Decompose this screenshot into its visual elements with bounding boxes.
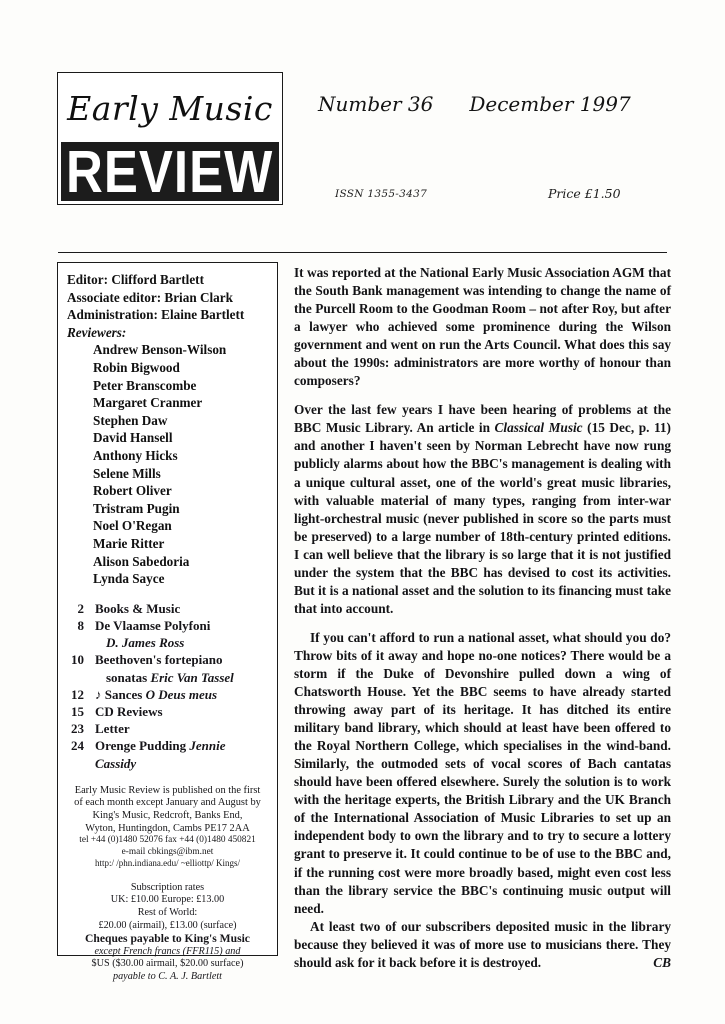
list-item: Noel O'Regan xyxy=(93,518,172,534)
paragraph-4-text: At least two of our subscribers deposited music in the library because they believed it was of more use to musicians there. They should ask for it back before it is destroyed. xyxy=(294,918,671,970)
list-item: Tristram Pugin xyxy=(93,500,180,516)
toc-title-work: O Deus meus xyxy=(145,686,218,702)
table-of-contents xyxy=(67,600,268,772)
imprint-line-4: Wyton, Huntingdon, Cambs PE17 2AA xyxy=(85,822,250,834)
toc-entry-beethoven-fortepiano-sonatas[interactable] xyxy=(67,651,268,668)
toc-title-text: Orenge Pudding xyxy=(95,738,190,754)
toc-author-name: Jennie Cassidy xyxy=(95,738,226,771)
list-item: Stephen Daw xyxy=(93,412,168,428)
toc-page-number: 12 xyxy=(71,686,84,702)
list-item: Margaret Cranmer xyxy=(93,395,203,411)
cheques-payable-note: Cheques payable to King's Music xyxy=(85,931,250,945)
issue-number: Number 36 xyxy=(318,92,434,116)
staff-administration: Administration: Elaine Bartlett xyxy=(67,307,245,323)
paragraph-2-part-b: (15 Dec, p. 11) and another I haven't seen by Norman Lebrecht have now rung publicly alarms about how the BBC's management is dealing with a unique cultural asset, one of the world's great music libraries, with valuable material of many types, ranging from inter-war light-orchestral music (never published in score so the parts must be preserved) to a large number of 18th-century printed editions. I can well believe that the library is so large that it is not justified under the system that the BBC has devised to cost its activities. But it is a national asset and the solution to its financing must take that into account. xyxy=(294,420,671,616)
reviewers-list xyxy=(67,341,268,587)
issn: ISSN 1355-3437 xyxy=(335,188,428,200)
list-item: Anthony Hicks xyxy=(93,447,178,463)
article-paragraph-2 xyxy=(294,401,671,618)
toc-title: CD Reviews xyxy=(95,703,163,719)
staff-associate-editor: Associate editor: Brian Clark xyxy=(67,289,233,305)
list-item: Andrew Benson-Wilson xyxy=(93,342,227,358)
header-divider xyxy=(58,252,667,253)
toc-page-number: 8 xyxy=(77,617,84,633)
toc-author-name: D. James Ross xyxy=(106,635,185,651)
imprint-line-3: King's Music, Redcroft, Banks End, xyxy=(92,809,243,821)
list-item: Selene Mills xyxy=(93,465,161,481)
imprint-website[interactable]: http:/ /phn.indiana.edu/ ~elliottp/ Kings/ xyxy=(94,858,241,869)
author-initials: CB xyxy=(653,954,671,970)
toc-page-number: 15 xyxy=(71,703,84,719)
logo-review-banner xyxy=(61,142,279,201)
reviewers-label: Reviewers: xyxy=(67,324,127,340)
toc-title: De Vlaamse Polyfoni xyxy=(95,617,211,633)
subscription-uk-europe: UK: £10.00 Europe: £13.00 xyxy=(110,894,225,906)
logo-review-text: REVIEW xyxy=(66,142,274,201)
toc-entry-de-vlaamse-polyfoni[interactable] xyxy=(67,617,268,634)
toc-title xyxy=(95,737,268,771)
list-item: David Hansell xyxy=(93,430,173,446)
toc-title: Letter xyxy=(95,721,130,737)
toc-title: Beethoven's fortepiano xyxy=(95,652,223,668)
toc-entry-sances-o-deus-meus[interactable] xyxy=(67,686,268,703)
imprint-line-2: of each month except January and August by xyxy=(74,797,261,809)
masthead xyxy=(0,0,725,245)
paragraph-2-part-a: Over the last few years I have been hearing of problems at the BBC Music Library. An article in xyxy=(294,402,671,436)
issue-date: December 1997 xyxy=(469,92,631,116)
journal-title-classical-music: Classical Music xyxy=(494,420,583,436)
toc-page-number: 2 xyxy=(77,600,84,616)
list-item: Marie Ritter xyxy=(93,535,165,551)
imprint-email[interactable]: e-mail cbkings@ibm.net xyxy=(121,846,214,857)
article-paragraph-3: If you can't afford to run a national asset, what should you do? Throw bits of it away and hope no-one notices? There would be a storm if the Duke of Devonshire pulled down a wing of Chatsworth House. Yet the BBC seems to have already started throwing away part of its heritage. It has ditched its entire military band library, which should at least have been offered to the Royal Northern College, which specialises in the wind-band. Similarly, the outmoded sets of vocal scores of Bach cantatas should have been offered elsewhere. Surely the solution is to work with the heritage experts, the British Library and the UK Branch of the International Association of Music Libraries to set up an independent body to own the library and to try to secure a lottery grant to preserve it. It could continue to be of use to the BBC and, if the running cost were more broadly based, might even cost less than the library service the BBC's continuing music output will need. xyxy=(294,629,671,916)
toc-entry-cd-reviews[interactable] xyxy=(67,703,268,720)
magazine-logo xyxy=(57,72,283,205)
toc-page-number: 23 xyxy=(71,721,84,737)
subscription-rates xyxy=(67,882,268,984)
toc-entry-orenge-pudding[interactable] xyxy=(67,737,268,771)
subscription-heading: Subscription rates xyxy=(130,881,205,893)
subscription-rest-label: Rest of World: xyxy=(137,907,198,919)
list-item: Robin Bigwood xyxy=(93,359,180,375)
article-paragraph-1: It was reported at the National Early Music Association AGM that the South Bank management was intending to change the name of the Purcell Room to the Goodman Room – not after Roy, but after a lawyer who achieved some prominence during the Wilson government and went on run the Arts Council. What does this say about the 1990s: administrators are more worthy of honour than composers? xyxy=(294,265,671,389)
staff-editor: Editor: Clifford Bartlett xyxy=(67,272,204,287)
toc-title xyxy=(95,686,268,703)
price: Price £1.50 xyxy=(548,186,621,201)
list-item: Lynda Sayce xyxy=(93,571,165,587)
toc-entry-letter[interactable] xyxy=(67,720,268,737)
subscription-payable-to: payable to C. A. J. Bartlett xyxy=(112,971,223,983)
toc-page-number: 10 xyxy=(71,652,84,668)
music-note-icon: ♪ Sances xyxy=(95,686,146,702)
toc-title: Books & Music xyxy=(95,600,181,616)
list-item: Peter Branscombe xyxy=(93,377,197,393)
sidebar-info-box xyxy=(57,262,278,983)
imprint-phone-fax: tel +44 (0)1480 52076 fax +44 (0)1480 450821 xyxy=(79,835,256,846)
article-paragraph-4 xyxy=(294,918,671,972)
imprint-line-1: Early Music Review is published on the first xyxy=(74,784,261,796)
list-item: Alison Sabedoria xyxy=(93,553,190,569)
subscription-except-note: except French francs (FFR115) and xyxy=(94,945,241,957)
toc-page-number: 24 xyxy=(71,738,84,754)
subscription-rest-rates: £20.00 (airmail), £13.00 (surface) xyxy=(98,920,237,932)
staff-list xyxy=(67,271,268,588)
toc-title-rest: sonatas xyxy=(106,669,151,685)
list-item: Robert Oliver xyxy=(93,483,172,499)
toc-author xyxy=(67,634,268,651)
logo-early-music-text: Early Music xyxy=(67,88,273,128)
issue-line xyxy=(318,92,688,116)
toc-title-continuation xyxy=(67,669,268,686)
editorial-article xyxy=(294,264,671,972)
toc-author-name: Eric Van Tassel xyxy=(150,669,234,685)
toc-entry-books-music[interactable] xyxy=(67,600,268,617)
subscription-usd-note: $US ($30.00 airmail, $20.00 surface) xyxy=(91,958,244,970)
publisher-imprint xyxy=(67,785,268,870)
